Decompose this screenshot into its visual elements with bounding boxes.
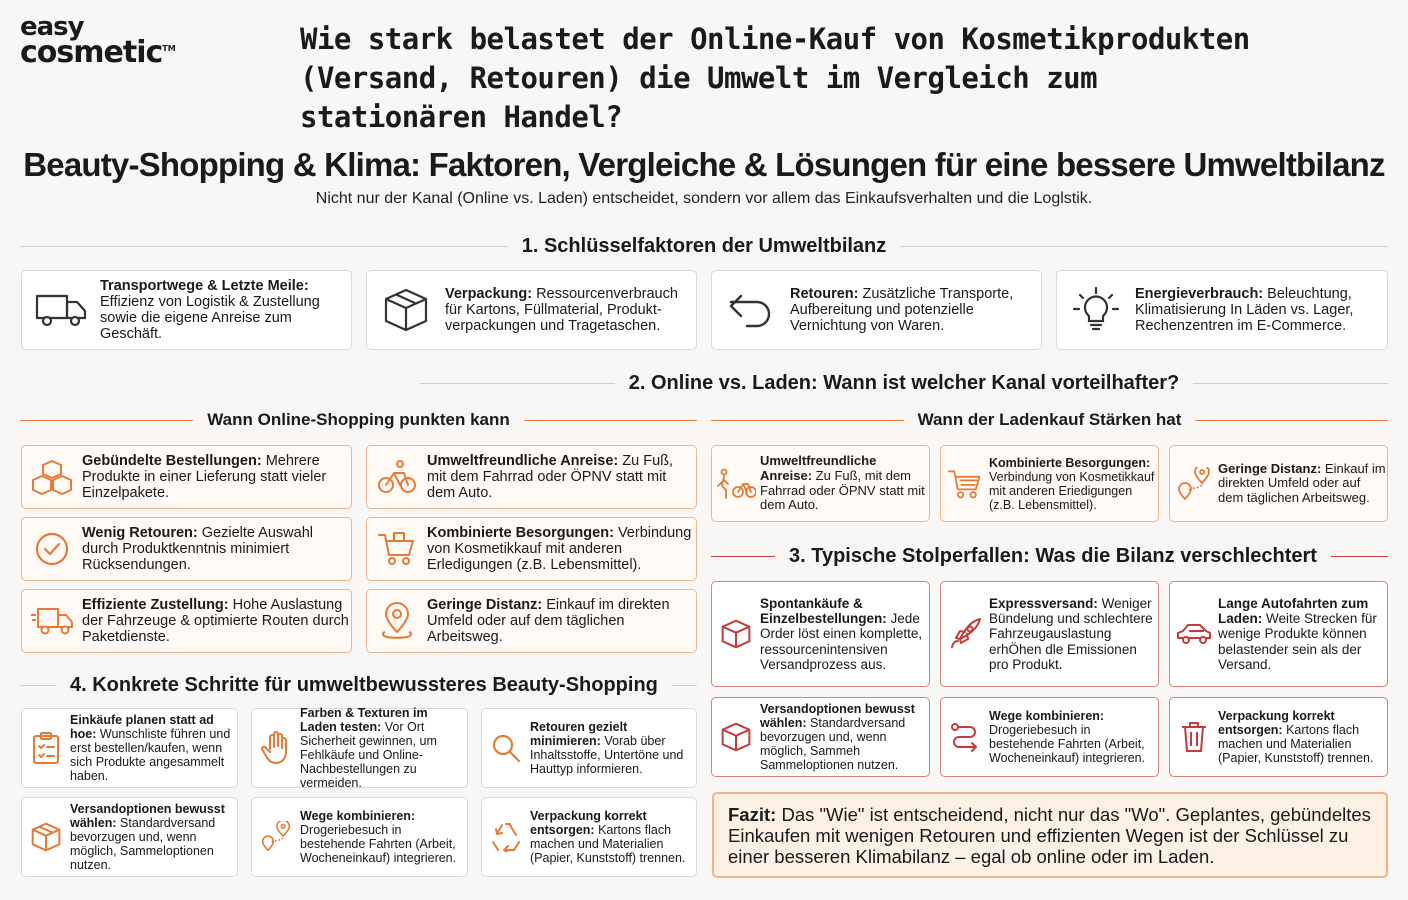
store-card [711,445,930,522]
boxes-icon [22,459,82,495]
card-title: Einkäufe planen statt ad hoe: [70,713,214,741]
card-text: Wunschliste führen und erst bestellen/kaufen, wenn sich Produkte angesammelt haben. [70,727,231,783]
section1-heading: 1. Schlüsselfaktoren der Umweltbilanz [521,235,887,257]
return-arrow-icon [712,290,790,330]
package-icon [22,821,70,853]
step-card [21,708,238,788]
card-text: Jede Order löst einen komplette, ressourcenintensiven Versandprozess aus. [760,611,923,672]
card-title: Umweltfreundliche Anreise: [760,453,877,483]
card-title: Versandoptionen bewusst wählen: [70,802,225,830]
section2-heading: 2. Online vs. Laden: Wann ist welcher Kanal vorteilhafter? [628,372,1180,394]
pitfall-card [940,581,1159,687]
factor-card-returns [711,270,1042,350]
section3-header [711,545,1388,568]
section2-header [20,372,1388,395]
section1-header [20,235,1388,258]
card-text: Mehrere Produkte in einer Lieferung statt vieler Einzelpakete. [82,452,327,502]
online-card [366,589,697,653]
pitfall-card [711,581,930,687]
shopping-cart-icon [367,531,427,567]
card-title: Versandoptionen bewusst wählen: [760,702,915,730]
card-text: Drogeriebesuch in bestehende Fahrten (Arbeit, Wocheneinkauf) integrieren. [300,823,457,865]
card-text: Hohe Auslastung der Fahrzeuge & optimierte Routen durch Paketdienste. [82,596,349,646]
card-text: Zu Fuß, mit dem Fahrrad oder ÖPNV statt mit dem Auto. [427,452,674,502]
card-text: Vorab über Inhaltsstoffe, Untertöne und Hauttyp informieren. [530,734,684,776]
factor-title: Retouren: [790,285,859,302]
section4-heading: 4. Konkrete Schritte für umweltbewussteres Beauty-Shopping [70,674,658,696]
card-text: Vor Ort Sicherheit gewinnen, um Fehlkäufe und Online-Nachbestellungen zu vermeiden. [300,720,437,790]
logo-line1: easy [20,12,84,42]
card-text: Weniger Bündelung und schlechtere Fahrzeugauslastung erhÖhen dle Emissionen pro Produkt. [989,596,1153,672]
card-title: Wege kombinieren: [989,709,1105,723]
factor-card-energy [1056,270,1388,350]
shopping-cart-icon [941,467,989,501]
factor-text: Zusätzliche Transporte, Aufbereitung und potenzielle Vernichtung von Waren. [790,285,1014,335]
pitfall-card [1169,581,1388,687]
card-title: Kombinierte Besorgungen: [989,455,1151,470]
card-text: Zu Fuß, mit dem Fahrrad oder ÖPNV statt mit dem Auto. [760,467,925,513]
card-text: Drogeriebesuch in bestehende Fahrten (Arbeit, Wocheneinkauf) integrieren. [989,723,1146,765]
card-title: Geringe Distanz: [1218,460,1322,476]
card-text: Kartons flach machen und Materialien (Papier, Kunststoff) trennen. [530,823,686,865]
card-title: Lange Autofahrten zum Laden: [1218,596,1369,627]
card-title: Spontankäufe & Einzelbestellungen: [760,596,887,627]
magnifier-icon [482,733,530,763]
card-title: Geringe Distanz: [427,596,543,613]
card-title: Effiziente Zustellung: [82,596,229,613]
card-text: Standardversand bevorzugen und, wenn möglich, Sammeloptionen nutzen. [70,816,216,872]
online-heading: Wann Online-Shopping punkten kann [207,410,510,429]
step-card [481,797,697,877]
section3-heading: 3. Typische Stolperfallen: Was die Bilanz verschlechtert [789,545,1317,567]
walk-bike-icon [712,468,760,500]
box-icon [367,286,445,334]
section4-header [20,674,697,697]
route-pin-icon [1170,467,1218,501]
location-pin-icon [367,602,427,640]
lightbulb-icon [1057,286,1135,334]
question-heading: Wie stark belastet der Online-Kauf von Kosmetikprodukten (Versand, Retouren) die Umwelt im Vergleich zum stationären Handel? [300,22,1250,134]
store-card [940,445,1159,522]
online-card [21,589,352,653]
factor-title: Verpackung: [445,285,533,302]
hand-icon [252,731,300,765]
truck-icon [22,290,100,330]
card-text: Weite Strecken für wenige Produkte können belastender sein als der Versand. [1218,611,1377,672]
clipboard-list-icon [22,731,70,765]
factor-text: Ressourcenverbrauch für Kartons, Füllmaterial, Produkt-verpackungen und Tragetaschen. [445,285,678,335]
box-icon [712,721,760,753]
card-title: Wege kombinieren: [300,809,416,823]
step-card [251,708,468,788]
page-subtitle: Nicht nur der Kanal (Online vs. Laden) entscheidet, sondern vor allem das Einkaufsverhalten und die Loglstik. [315,190,1093,207]
store-heading: Wann der Ladenkauf Stärken hat [917,410,1182,429]
rocket-icon [941,617,989,651]
card-text: Verbindung von Kosmetikkauf mit anderen Erledigungen (z.B. Lebensmittel). [427,524,692,574]
factor-title: Energieverbrauch: [1135,285,1264,302]
bicycle-icon [367,459,427,495]
pitfall-card [940,697,1159,777]
route-icon [941,722,989,752]
car-icon [1170,622,1218,646]
trash-icon [1170,721,1218,753]
step-card [251,797,468,877]
online-card [366,517,697,581]
card-text: Kartons flach machen und Materialien (Papier, Kunststoff) trennen. [1218,723,1374,765]
card-title: Expressversand: [989,596,1098,612]
route-pin-icon [252,821,300,853]
logo-line2: cosmetic [20,35,163,70]
card-title: Retouren gezielt minimieren: [530,720,628,748]
pitfall-card [1169,697,1388,777]
conclusion-label: Fazit: [728,804,777,825]
step-card [21,797,238,877]
factor-text: Effizienz von Logistik & Zustellung sowie die eigene Anreise zum Geschäft. [100,293,320,343]
factor-title: Transportwege & Letzte Meile: [100,277,309,294]
online-card [21,445,352,509]
factor-text: Beleuchtung, Klimatisierung In Läden vs. Lager, Rechenzentren im E-Commerce. [1135,285,1354,335]
factor-card-packaging [366,270,697,350]
recycle-icon [482,822,530,852]
conclusion-box [712,792,1388,878]
card-text: Einkauf im direkten Umfeld oder auf dem täglichen Arbeitsweg. [1218,460,1386,505]
card-title: Wenig Retouren: [82,524,198,541]
brand-logo [20,12,190,70]
card-title: Verpackung korrekt entsorgen: [1218,709,1335,737]
card-title: Umweltfreundliche Anreise: [427,452,619,469]
pitfall-card [711,697,930,777]
card-title: Gebündelte Bestellungen: [82,452,262,469]
card-text: Gezielte Auswahl durch Produktkenntnis minimiert Rücksendungen. [82,524,313,574]
store-card [1169,445,1388,522]
card-text: Einkauf im direkten Umfeld oder auf dem täglichen Arbeitsweg. [427,596,670,646]
logo-tm: TM [162,44,176,53]
step-card [481,708,697,788]
card-title: Verpackung korrekt entsorgen: [530,809,647,837]
check-circle-icon [22,531,82,567]
page-title: Beauty-Shopping & Klima: Faktoren, Vergleiche & Lösungen für eine bessere Umweltbilanz [23,146,1385,183]
card-title: Kombinierte Besorgungen: [427,524,614,541]
delivery-truck-icon [22,605,82,637]
box-icon [712,618,760,650]
online-subheader [20,410,697,430]
factor-card-transport [21,270,352,350]
online-card [366,445,697,509]
card-text: Standardversand bevorzugen und, wenn möglich, Sammeh Sammeloptionen nutzen. [760,716,906,772]
store-subheader [711,410,1388,430]
online-card [21,517,352,581]
conclusion-text: Das "Wie" ist entscheidend, nicht nur das "Wo". Geplantes, gebündeltes Einkaufen mit wenigen Retouren und effizienten Wegen ist der Schlüssel zu einer besseren Klimabilanz – egal ob online oder im Laden. [728,804,1371,867]
card-text: Verbindung von Kosmetikkauf mit anderen Eriedigungen (z.B. Lebensmittel). [989,469,1155,512]
card-title: Farben & Texturen im Laden testen: [300,706,428,734]
